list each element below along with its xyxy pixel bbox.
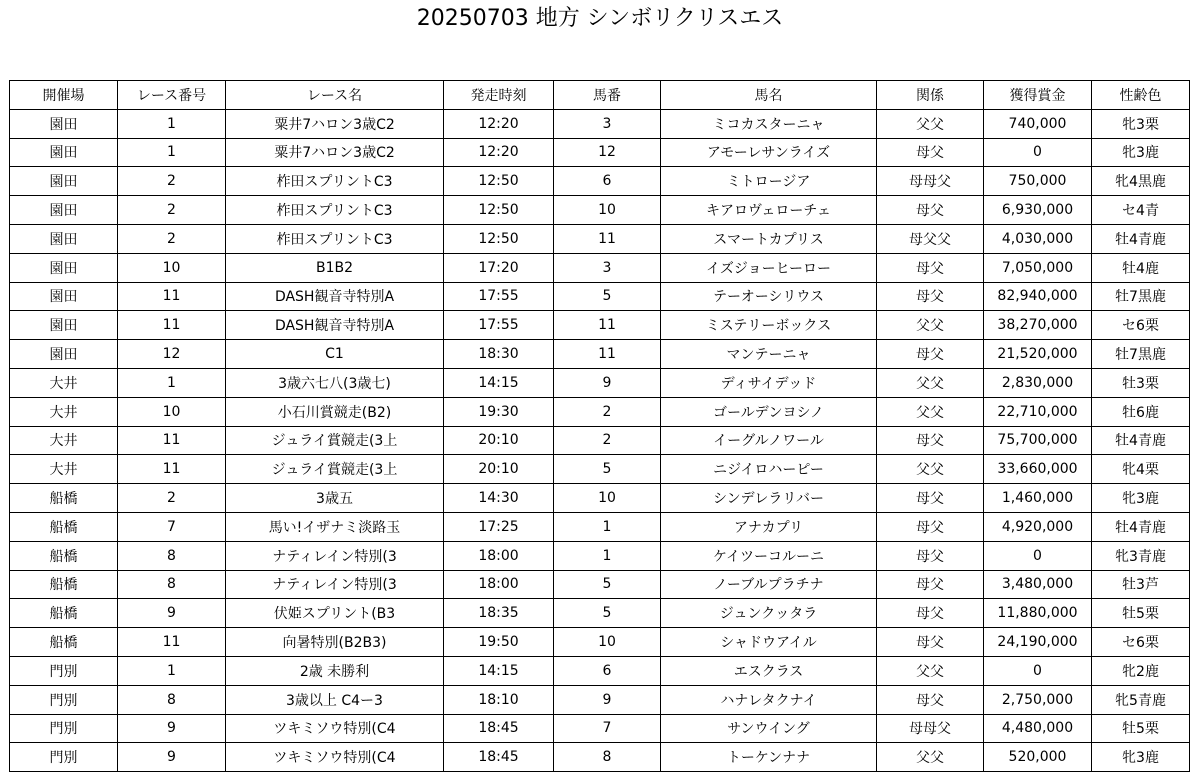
horse-number-cell: 1 [554, 541, 661, 570]
table-row [10, 714, 1190, 743]
prize-money-cell: 750,000 [984, 167, 1092, 196]
start-time-cell: 19:50 [444, 628, 554, 657]
relation-cell: 父父 [877, 397, 984, 426]
relation-cell: 父父 [877, 311, 984, 340]
table-row [10, 138, 1190, 167]
race-name-cell: ジュライ賞競走(3上 [226, 426, 444, 455]
start-time-cell: 12:20 [444, 138, 554, 167]
horse-name-cell: イーグルノワール [661, 426, 877, 455]
horse-name-cell: ゴールデンヨシノ [661, 397, 877, 426]
start-time-cell: 12:50 [444, 167, 554, 196]
prize-money-cell: 740,000 [984, 109, 1092, 138]
race-number-cell: 10 [118, 253, 226, 282]
race-name-cell: 馬い!イザナミ淡路玉 [226, 512, 444, 541]
venue-cell: 船橋 [10, 541, 118, 570]
race-name-cell: 3歳以上 C4ー3 [226, 685, 444, 714]
venue-cell: 門別 [10, 743, 118, 772]
venue-cell: 園田 [10, 340, 118, 369]
horse-number-cell: 3 [554, 253, 661, 282]
relation-cell: 母父 [877, 628, 984, 657]
horse-name-cell: アモーレサンライズ [661, 138, 877, 167]
start-time-cell: 18:30 [444, 340, 554, 369]
horse-number-cell: 9 [554, 685, 661, 714]
header-race-number: レース番号 [118, 81, 226, 110]
start-time-cell: 19:30 [444, 397, 554, 426]
relation-cell: 母父 [877, 196, 984, 225]
horse-number-cell: 11 [554, 311, 661, 340]
horse-name-cell: ミトロージア [661, 167, 877, 196]
sex-age-color-cell: 牡3栗 [1092, 368, 1190, 397]
prize-money-cell: 4,920,000 [984, 512, 1092, 541]
start-time-cell: 14:15 [444, 368, 554, 397]
horse-name-cell: マンテーニャ [661, 340, 877, 369]
race-name-cell: 柞田スプリントC3 [226, 224, 444, 253]
table-row [10, 109, 1190, 138]
sex-age-color-cell: 牡6鹿 [1092, 397, 1190, 426]
race-number-cell: 2 [118, 224, 226, 253]
prize-money-cell: 21,520,000 [984, 340, 1092, 369]
horse-name-cell: キアロヴェローチェ [661, 196, 877, 225]
table-row [10, 455, 1190, 484]
race-number-cell: 2 [118, 167, 226, 196]
prize-money-cell: 33,660,000 [984, 455, 1092, 484]
race-name-cell: 小石川賞競走(B2) [226, 397, 444, 426]
table-row [10, 512, 1190, 541]
prize-money-cell: 2,750,000 [984, 685, 1092, 714]
relation-cell: 母父 [877, 426, 984, 455]
race-name-cell: 伏姫スプリント(B3 [226, 599, 444, 628]
race-number-cell: 1 [118, 368, 226, 397]
horse-number-cell: 2 [554, 426, 661, 455]
sex-age-color-cell: 牝3栗 [1092, 109, 1190, 138]
venue-cell: 園田 [10, 109, 118, 138]
sex-age-color-cell: 牡4鹿 [1092, 253, 1190, 282]
horse-number-cell: 7 [554, 714, 661, 743]
sex-age-color-cell: 牝4栗 [1092, 455, 1190, 484]
race-name-cell: 3歳五 [226, 484, 444, 513]
horse-number-cell: 6 [554, 656, 661, 685]
race-name-cell: B1B2 [226, 253, 444, 282]
horse-name-cell: テーオーシリウス [661, 282, 877, 311]
prize-money-cell: 22,710,000 [984, 397, 1092, 426]
horse-name-cell: スマートカプリス [661, 224, 877, 253]
race-number-cell: 11 [118, 455, 226, 484]
start-time-cell: 20:10 [444, 455, 554, 484]
relation-cell: 母父 [877, 541, 984, 570]
horse-name-cell: ハナレタクナイ [661, 685, 877, 714]
relation-cell: 母父 [877, 512, 984, 541]
sex-age-color-cell: 牡7黒鹿 [1092, 340, 1190, 369]
race-name-cell: ツキミソウ特別(C4 [226, 714, 444, 743]
race-name-cell: 2歳 未勝利 [226, 656, 444, 685]
relation-cell: 母父 [877, 138, 984, 167]
relation-cell: 母母父 [877, 167, 984, 196]
horse-name-cell: サンウイング [661, 714, 877, 743]
race-number-cell: 11 [118, 311, 226, 340]
header-start-time: 発走時刻 [444, 81, 554, 110]
horse-number-cell: 10 [554, 196, 661, 225]
venue-cell: 園田 [10, 167, 118, 196]
table-row [10, 484, 1190, 513]
race-name-cell: 柞田スプリントC3 [226, 196, 444, 225]
horse-number-cell: 5 [554, 282, 661, 311]
header-sex-age-color: 性齢色 [1092, 81, 1190, 110]
race-number-cell: 2 [118, 484, 226, 513]
table-row [10, 196, 1190, 225]
header-relation: 関係 [877, 81, 984, 110]
start-time-cell: 12:20 [444, 109, 554, 138]
horse-name-cell: ジュンクッタラ [661, 599, 877, 628]
relation-cell: 父父 [877, 368, 984, 397]
prize-money-cell: 4,480,000 [984, 714, 1092, 743]
horse-number-cell: 8 [554, 743, 661, 772]
start-time-cell: 18:45 [444, 714, 554, 743]
horse-number-cell: 10 [554, 628, 661, 657]
horse-number-cell: 6 [554, 167, 661, 196]
start-time-cell: 14:15 [444, 656, 554, 685]
start-time-cell: 18:00 [444, 570, 554, 599]
venue-cell: 園田 [10, 311, 118, 340]
race-number-cell: 7 [118, 512, 226, 541]
sex-age-color-cell: 牝3鹿 [1092, 484, 1190, 513]
horse-number-cell: 9 [554, 368, 661, 397]
venue-cell: 園田 [10, 138, 118, 167]
horse-number-cell: 5 [554, 599, 661, 628]
sex-age-color-cell: 牝3鹿 [1092, 743, 1190, 772]
prize-money-cell: 0 [984, 656, 1092, 685]
table-row [10, 743, 1190, 772]
start-time-cell: 17:20 [444, 253, 554, 282]
table-row [10, 311, 1190, 340]
header-horse-name: 馬名 [661, 81, 877, 110]
horse-number-cell: 5 [554, 570, 661, 599]
venue-cell: 園田 [10, 282, 118, 311]
race-number-cell: 10 [118, 397, 226, 426]
venue-cell: 船橋 [10, 599, 118, 628]
relation-cell: 父父 [877, 743, 984, 772]
race-number-cell: 9 [118, 743, 226, 772]
prize-money-cell: 1,460,000 [984, 484, 1092, 513]
venue-cell: 大井 [10, 368, 118, 397]
race-number-cell: 2 [118, 196, 226, 225]
sex-age-color-cell: 牝3青鹿 [1092, 541, 1190, 570]
relation-cell: 母父 [877, 253, 984, 282]
sex-age-color-cell: 牡5栗 [1092, 714, 1190, 743]
race-name-cell: ナティレイン特別(3 [226, 570, 444, 599]
venue-cell: 大井 [10, 455, 118, 484]
horse-name-cell: エスクラス [661, 656, 877, 685]
sex-age-color-cell: 牝2鹿 [1092, 656, 1190, 685]
prize-money-cell: 82,940,000 [984, 282, 1092, 311]
horse-name-cell: ケイツーコルーニ [661, 541, 877, 570]
start-time-cell: 20:10 [444, 426, 554, 455]
venue-cell: 船橋 [10, 628, 118, 657]
table-row [10, 685, 1190, 714]
race-name-cell: 粟井7ハロン3歳C2 [226, 138, 444, 167]
race-number-cell: 1 [118, 656, 226, 685]
sex-age-color-cell: 牡3芦 [1092, 570, 1190, 599]
start-time-cell: 17:25 [444, 512, 554, 541]
prize-money-cell: 4,030,000 [984, 224, 1092, 253]
race-number-cell: 1 [118, 109, 226, 138]
header-horse-number: 馬番 [554, 81, 661, 110]
page-title: 20250703 地方 シンボリクリスエス [416, 6, 784, 31]
header-row [10, 81, 1190, 110]
relation-cell: 母父父 [877, 224, 984, 253]
sex-age-color-cell: セ6栗 [1092, 628, 1190, 657]
header-venue: 開催場 [10, 81, 118, 110]
race-name-cell: ジュライ賞競走(3上 [226, 455, 444, 484]
prize-money-cell: 520,000 [984, 743, 1092, 772]
prize-money-cell: 75,700,000 [984, 426, 1092, 455]
race-name-cell: 柞田スプリントC3 [226, 167, 444, 196]
prize-money-cell: 11,880,000 [984, 599, 1092, 628]
sex-age-color-cell: 牡4青鹿 [1092, 512, 1190, 541]
prize-money-cell: 38,270,000 [984, 311, 1092, 340]
race-name-cell: 粟井7ハロン3歳C2 [226, 109, 444, 138]
start-time-cell: 18:10 [444, 685, 554, 714]
race-name-cell: 向暑特別(B2B3) [226, 628, 444, 657]
horse-name-cell: ニジイロハーピー [661, 455, 877, 484]
prize-money-cell: 7,050,000 [984, 253, 1092, 282]
relation-cell: 父父 [877, 455, 984, 484]
horse-name-cell: イズジョーヒーロー [661, 253, 877, 282]
start-time-cell: 12:50 [444, 196, 554, 225]
relation-cell: 母母父 [877, 714, 984, 743]
horse-name-cell: ミステリーボックス [661, 311, 877, 340]
start-time-cell: 18:45 [444, 743, 554, 772]
venue-cell: 船橋 [10, 484, 118, 513]
race-name-cell: C1 [226, 340, 444, 369]
horse-number-cell: 2 [554, 397, 661, 426]
table-row [10, 167, 1190, 196]
venue-cell: 大井 [10, 426, 118, 455]
race-number-cell: 1 [118, 138, 226, 167]
horse-number-cell: 10 [554, 484, 661, 513]
results-table [9, 80, 1190, 772]
race-number-cell: 8 [118, 685, 226, 714]
horse-number-cell: 1 [554, 512, 661, 541]
table-row [10, 368, 1190, 397]
table-row [10, 426, 1190, 455]
venue-cell: 園田 [10, 224, 118, 253]
relation-cell: 母父 [877, 340, 984, 369]
venue-cell: 門別 [10, 714, 118, 743]
sex-age-color-cell: セ4青 [1092, 196, 1190, 225]
venue-cell: 船橋 [10, 512, 118, 541]
start-time-cell: 14:30 [444, 484, 554, 513]
sex-age-color-cell: 牡7黒鹿 [1092, 282, 1190, 311]
race-number-cell: 11 [118, 426, 226, 455]
horse-number-cell: 5 [554, 455, 661, 484]
prize-money-cell: 0 [984, 138, 1092, 167]
venue-cell: 園田 [10, 253, 118, 282]
relation-cell: 父父 [877, 109, 984, 138]
venue-cell: 大井 [10, 397, 118, 426]
prize-money-cell: 2,830,000 [984, 368, 1092, 397]
race-number-cell: 9 [118, 714, 226, 743]
table-row [10, 397, 1190, 426]
venue-cell: 園田 [10, 196, 118, 225]
relation-cell: 母父 [877, 570, 984, 599]
venue-cell: 船橋 [10, 570, 118, 599]
race-number-cell: 8 [118, 541, 226, 570]
race-number-cell: 11 [118, 282, 226, 311]
sex-age-color-cell: 牝3鹿 [1092, 138, 1190, 167]
race-name-cell: ツキミソウ特別(C4 [226, 743, 444, 772]
horse-name-cell: アナカプリ [661, 512, 877, 541]
horse-name-cell: ミコカスターニャ [661, 109, 877, 138]
relation-cell: 母父 [877, 685, 984, 714]
relation-cell: 母父 [877, 282, 984, 311]
race-name-cell: 3歳六七八(3歳七) [226, 368, 444, 397]
table-row [10, 656, 1190, 685]
start-time-cell: 18:35 [444, 599, 554, 628]
relation-cell: 母父 [877, 484, 984, 513]
horse-number-cell: 12 [554, 138, 661, 167]
sex-age-color-cell: 牡5栗 [1092, 599, 1190, 628]
table-row [10, 224, 1190, 253]
header-prize-money: 獲得賞金 [984, 81, 1092, 110]
race-number-cell: 12 [118, 340, 226, 369]
relation-cell: 父父 [877, 656, 984, 685]
sex-age-color-cell: 牝4黒鹿 [1092, 167, 1190, 196]
start-time-cell: 18:00 [444, 541, 554, 570]
sex-age-color-cell: セ6栗 [1092, 311, 1190, 340]
race-number-cell: 8 [118, 570, 226, 599]
prize-money-cell: 3,480,000 [984, 570, 1092, 599]
table-row [10, 253, 1190, 282]
horse-number-cell: 11 [554, 340, 661, 369]
venue-cell: 門別 [10, 656, 118, 685]
horse-name-cell: シャドウアイル [661, 628, 877, 657]
horse-name-cell: ノーブルプラチナ [661, 570, 877, 599]
race-number-cell: 11 [118, 628, 226, 657]
sex-age-color-cell: 牝5青鹿 [1092, 685, 1190, 714]
sex-age-color-cell: 牡4青鹿 [1092, 426, 1190, 455]
table-row [10, 282, 1190, 311]
horse-name-cell: ディサイデッド [661, 368, 877, 397]
sex-age-color-cell: 牡4青鹿 [1092, 224, 1190, 253]
table-row [10, 570, 1190, 599]
race-number-cell: 9 [118, 599, 226, 628]
start-time-cell: 17:55 [444, 282, 554, 311]
horse-name-cell: トーケンナナ [661, 743, 877, 772]
horse-number-cell: 3 [554, 109, 661, 138]
prize-money-cell: 0 [984, 541, 1092, 570]
horse-name-cell: シンデレラリバー [661, 484, 877, 513]
venue-cell: 門別 [10, 685, 118, 714]
relation-cell: 母父 [877, 599, 984, 628]
race-name-cell: ナティレイン特別(3 [226, 541, 444, 570]
race-name-cell: DASH観音寺特別A [226, 282, 444, 311]
start-time-cell: 17:55 [444, 311, 554, 340]
prize-money-cell: 24,190,000 [984, 628, 1092, 657]
table-row [10, 628, 1190, 657]
table-row [10, 340, 1190, 369]
header-race-name: レース名 [226, 81, 444, 110]
prize-money-cell: 6,930,000 [984, 196, 1092, 225]
start-time-cell: 12:50 [444, 224, 554, 253]
table-row [10, 541, 1190, 570]
table-row [10, 599, 1190, 628]
horse-number-cell: 11 [554, 224, 661, 253]
race-name-cell: DASH観音寺特別A [226, 311, 444, 340]
